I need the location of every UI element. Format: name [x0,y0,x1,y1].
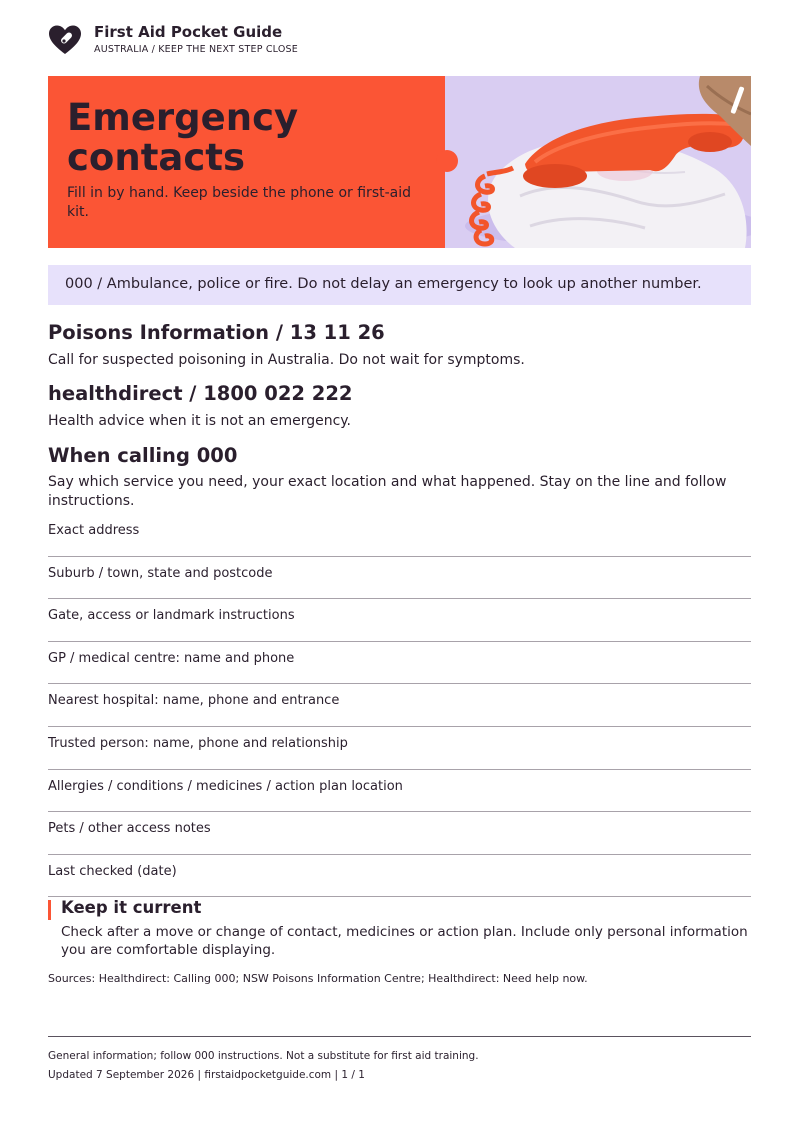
healthdirect-text: Health advice when it is not an emergency. [48,413,352,429]
brand-name: First Aid Pocket Guide [94,23,283,41]
footer-divider [48,1036,751,1037]
emergency-callout [48,265,751,305]
field-row[interactable] [48,727,751,770]
poisons-text: Call for suspected poisoning in Australia. Do not wait for symptoms. [48,352,525,368]
brand-tagline: AUSTRALIA / KEEP THE NEXT STEP CLOSE [94,44,298,55]
field-label: Trusted person: name, phone and relationship [48,735,348,751]
field-row[interactable] [48,642,751,685]
field-label: Suburb / town, state and postcode [48,565,273,581]
note-text: Check after a move or change of contact, medicines or action plan. Include only personal information you are comfortable displaying. [61,924,748,958]
note-accent-bar [48,900,51,920]
footer-disclaimer: General information; follow 000 instructions. Not a substitute for first aid training. [48,1050,479,1062]
calling-heading: When calling 000 [48,444,238,467]
heart-bandage-icon [48,24,82,56]
page-title-line-1: Emergency [67,96,299,139]
poisons-heading: Poisons Information / 13 11 26 [48,321,385,344]
footer-updated: Updated 7 September 2026 | firstaidpocketguide.com | 1 / 1 [48,1069,365,1081]
sources-line: Sources: Healthdirect: Calling 000; NSW Poisons Information Centre; Healthdirect: Need help now. [48,972,588,985]
telephone-handset-photo [445,76,751,248]
field-label: Allergies / conditions / medicines / action plan location [48,778,403,794]
field-row[interactable] [48,770,751,813]
field-label: Gate, access or landmark instructions [48,608,295,624]
field-label: GP / medical centre: name and phone [48,650,295,666]
field-row[interactable] [48,684,751,727]
page-subtitle: Fill in by hand. Keep beside the phone or first-aid kit. [67,185,412,220]
field-label: Pets / other access notes [48,821,211,837]
field-label: Last checked (date) [48,863,177,879]
field-label: Exact address [48,523,140,538]
emergency-callout-text: 000 / Ambulance, police or fire. Do not delay an emergency to look up another number. [65,276,702,292]
healthdirect-heading: healthdirect / 1800 022 222 [48,382,353,405]
calling-text: Say which service you need, your exact location and what happened. Stay on the line and follow instructions. [48,474,727,509]
field-row[interactable] [48,514,751,557]
keep-current-note [48,898,751,958]
hero-title-panel [48,76,445,248]
field-row[interactable] [48,599,751,642]
field-row[interactable] [48,855,751,898]
brand-header [48,22,448,58]
hero-banner [48,76,751,248]
field-row[interactable] [48,812,751,855]
hero-notch-decoration [436,150,458,172]
contact-fields-list [48,514,751,897]
page-title-line-2: contacts [67,136,245,179]
note-heading: Keep it current [61,898,202,917]
telephone-photo-illustration [445,76,751,248]
field-row[interactable] [48,557,751,600]
page-title [67,98,427,178]
field-label: Nearest hospital: name, phone and entrance [48,693,340,709]
